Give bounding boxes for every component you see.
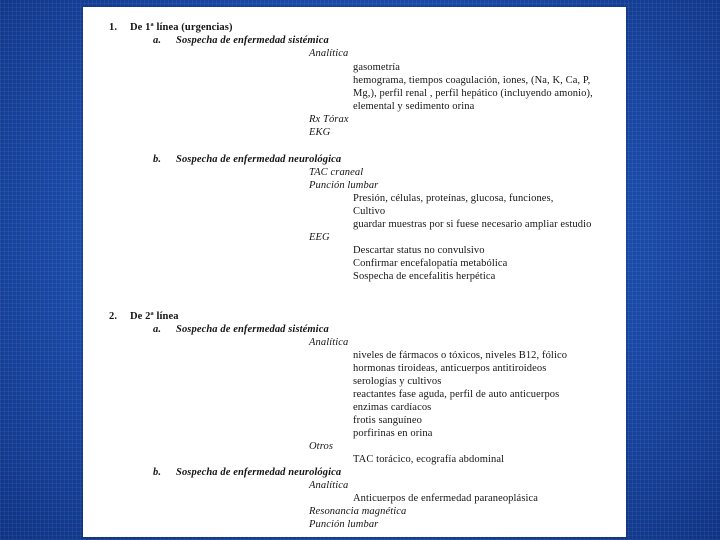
section-2b-heading: Sospecha de enfermedad neurológica bbox=[176, 467, 342, 478]
section-1a-analitica: Analítica bbox=[309, 48, 349, 59]
list-item: Anticuerpos de enfermedad paraneoplásica bbox=[353, 493, 539, 504]
test-label: Punción lumbar bbox=[309, 519, 379, 530]
list-item: Confirmar encefalopatía metabólica bbox=[353, 258, 508, 269]
section-2b-letter: b. bbox=[153, 467, 162, 478]
section-1b-heading: Sospecha de enfermedad neurológica bbox=[176, 154, 342, 165]
list-item: serologías y cultivos bbox=[353, 376, 442, 387]
test-label: Punción lumbar bbox=[309, 180, 379, 191]
document-page bbox=[83, 7, 626, 537]
list-item: guardar muestras por si fuese necesario ampliar estudio bbox=[353, 219, 592, 230]
list-item: frotis sanguíneo bbox=[353, 415, 422, 426]
list-item: Sospecha de encefalitis herpética bbox=[353, 271, 496, 282]
test-label: Rx Tórax bbox=[309, 114, 349, 125]
list-item: hormonas tiroideas, anticuerpos antitiroideos bbox=[353, 363, 547, 374]
test-label: EKG bbox=[309, 127, 331, 138]
list-item: Presión, células, proteínas, glucosa, funciones, bbox=[353, 193, 554, 204]
section-2-number: 2. bbox=[109, 311, 118, 322]
section-2a-otros: Otros bbox=[309, 441, 334, 452]
test-label: TAC craneal bbox=[309, 167, 364, 178]
section-2a-analitica: Analítica bbox=[309, 337, 349, 348]
list-item: TAC torácico, ecografía abdominal bbox=[353, 454, 505, 465]
section-2b-analitica: Analítica bbox=[309, 480, 349, 491]
list-item: gasometría bbox=[353, 62, 401, 73]
list-item: enzimas cardíacos bbox=[353, 402, 432, 413]
section-1-number: 1. bbox=[109, 22, 118, 33]
list-item: elemental y sedimento orina bbox=[353, 101, 475, 112]
list-item: hemograma, tiempos coagulación, iones, (Na, K, Ca, P, bbox=[353, 75, 591, 86]
section-1a-heading: Sospecha de enfermedad sistémica bbox=[176, 35, 329, 46]
test-label: Resonancia magnética bbox=[309, 506, 407, 517]
list-item: Descartar status no convulsivo bbox=[353, 245, 485, 256]
section-2a-letter: a. bbox=[153, 324, 162, 335]
section-1-title: De 1ª línea (urgencias) bbox=[130, 22, 233, 33]
list-item: Cultivo bbox=[353, 206, 386, 217]
list-item: reactantes fase aguda, perfil de auto anticuerpos bbox=[353, 389, 560, 400]
section-1b-letter: b. bbox=[153, 154, 162, 165]
list-item: porfirinas en orina bbox=[353, 428, 433, 439]
section-2-title: De 2ª línea bbox=[130, 311, 179, 322]
list-item: niveles de fármacos o tóxicos, niveles B12, fólico bbox=[353, 350, 568, 361]
test-label: EEG bbox=[309, 232, 330, 243]
list-item: Mg,), perfil renal , perfil hepático (incluyendo amonio), bbox=[353, 88, 593, 99]
section-1a-letter: a. bbox=[153, 35, 162, 46]
section-2a-heading: Sospecha de enfermedad sistémica bbox=[176, 324, 329, 335]
